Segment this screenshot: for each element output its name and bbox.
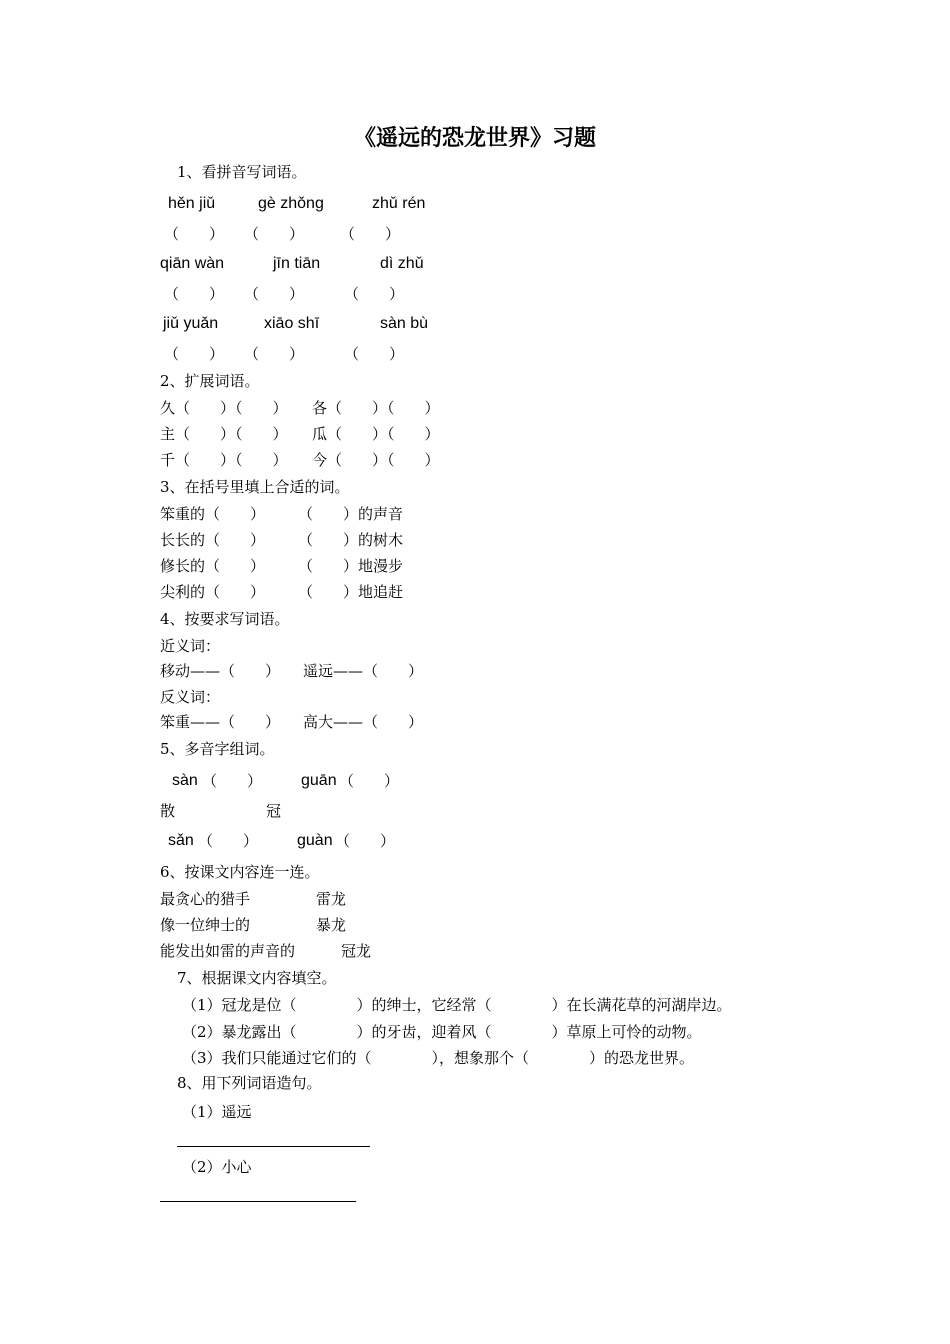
fill-phrase[interactable]: （ ）地追赶	[298, 583, 404, 601]
q6-heading: 6、按课文内容连一连。	[160, 863, 320, 881]
answer-blank[interactable]: （ ）	[244, 225, 305, 243]
fill-phrase[interactable]: 尖利的（ ）	[160, 583, 266, 601]
answer-blank[interactable]: （ ）	[344, 285, 405, 303]
fill-phrase[interactable]: （ ）的声音	[298, 505, 404, 523]
answer-blank[interactable]: （ ）	[344, 345, 405, 363]
match-right-item[interactable]: 暴龙	[316, 916, 347, 934]
expand-word-row[interactable]: 瓜（ ）（ ）	[312, 425, 440, 443]
answer-blank[interactable]: （ ）	[335, 832, 396, 850]
fill-phrase[interactable]: 长长的（ ）	[160, 531, 266, 549]
q5-heading: 5、多音字组词。	[160, 740, 275, 758]
q3-heading: 3、在括号里填上合适的词。	[160, 478, 350, 496]
expand-word-row[interactable]: 千（ ）（ ）	[160, 451, 288, 469]
answer-blank[interactable]: （ ）	[198, 832, 259, 850]
fill-phrase[interactable]: （ ）的树木	[298, 531, 404, 549]
synonym-item[interactable]: 移动——（ ）	[160, 662, 281, 680]
fill-phrase[interactable]: 笨重的（ ）	[160, 505, 266, 523]
answer-line[interactable]	[177, 1146, 370, 1147]
fill-phrase[interactable]: （ ）地漫步	[298, 557, 404, 575]
answer-blank[interactable]: （ ）	[164, 285, 225, 303]
expand-word-row[interactable]: 主（ ）（ ）	[160, 425, 288, 443]
q8-heading: 8、用下列词语造句。	[177, 1074, 322, 1092]
answer-line[interactable]	[160, 1201, 356, 1202]
pinyin-item: qiān wàn	[160, 255, 225, 272]
antonym-item[interactable]: 高大——（ ）	[303, 713, 424, 731]
q4-heading: 4、按要求写词语。	[160, 610, 290, 628]
match-left-item[interactable]: 能发出如雷的声音的	[160, 942, 296, 960]
answer-blank[interactable]: （ ）	[339, 772, 400, 790]
pinyin-item: xiāo shī	[264, 315, 320, 332]
q2-heading: 2、扩展词语。	[160, 372, 260, 390]
page-title: 《遥远的恐龙世界》习题	[353, 125, 596, 151]
polyphone-pinyin: sàn	[172, 772, 198, 789]
answer-blank[interactable]: （ ）	[202, 772, 263, 790]
polyphone-pinyin: guàn	[297, 832, 333, 849]
answer-blank[interactable]: （ ）	[340, 225, 401, 243]
polyphone-pinyin: sǎn	[168, 832, 194, 849]
answer-blank[interactable]: （ ）	[244, 285, 305, 303]
expand-word-row[interactable]: 久（ ）（ ）	[160, 399, 288, 417]
expand-word-row[interactable]: 各（ ）（ ）	[312, 399, 440, 417]
pinyin-item: dì zhǔ	[380, 255, 424, 272]
antonym-label: 反义词：	[160, 688, 221, 706]
pinyin-item: gè zhǒng	[258, 195, 324, 212]
pinyin-item: jiǔ yuǎn	[163, 315, 219, 332]
match-left-item[interactable]: 最贪心的猎手	[160, 890, 251, 908]
q1-heading: 1、看拼音写词语。	[177, 163, 307, 181]
answer-blank[interactable]: （ ）	[164, 345, 225, 363]
polyphone-char: 冠	[266, 802, 282, 820]
polyphone-pinyin: guān	[301, 772, 337, 789]
pinyin-item: zhǔ rén	[372, 195, 426, 212]
synonym-label: 近义词：	[160, 637, 221, 655]
q7-heading: 7、根据课文内容填空。	[177, 969, 337, 987]
fill-sentence[interactable]: （1）冠龙是位（ ）的绅士，它经常（ ）在长满花草的河湖岸边。	[182, 996, 732, 1014]
pinyin-item: hěn jiǔ	[168, 195, 216, 212]
sentence-word: （1）遥远	[182, 1103, 252, 1121]
fill-phrase[interactable]: 修长的（ ）	[160, 557, 266, 575]
answer-blank[interactable]: （ ）	[244, 345, 305, 363]
fill-sentence[interactable]: （2）暴龙露出（ ）的牙齿，迎着风（ ）草原上可怜的动物。	[182, 1023, 702, 1041]
polyphone-char: 散	[160, 802, 176, 820]
match-left-item[interactable]: 像一位绅士的	[160, 916, 251, 934]
answer-blank[interactable]: （ ）	[164, 225, 225, 243]
pinyin-item: jīn tiān	[273, 255, 321, 272]
sentence-word: （2）小心	[182, 1158, 252, 1176]
synonym-item[interactable]: 遥远——（ ）	[303, 662, 424, 680]
match-right-item[interactable]: 冠龙	[341, 942, 372, 960]
antonym-item[interactable]: 笨重——（ ）	[160, 713, 281, 731]
pinyin-item: sàn bù	[380, 315, 429, 332]
match-right-item[interactable]: 雷龙	[316, 890, 347, 908]
expand-word-row[interactable]: 今（ ）（ ）	[312, 451, 440, 469]
fill-sentence[interactable]: （3）我们只能通过它们的（ ），想象那个（ ）的恐龙世界。	[182, 1049, 695, 1067]
